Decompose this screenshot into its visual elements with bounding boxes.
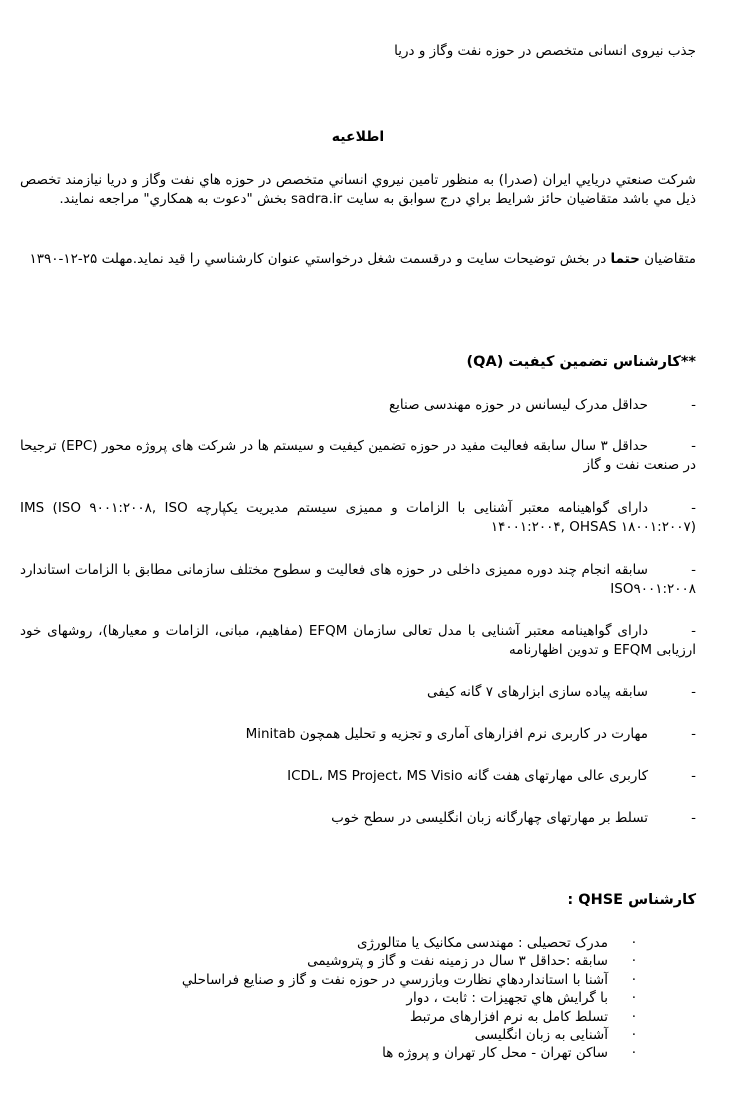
list-item: [76, 1044, 636, 1062]
dash-marker: -: [691, 684, 696, 700]
bullet-marker: ·: [631, 990, 636, 1007]
dash-marker: -: [691, 562, 696, 578]
bullet-marker: ·: [631, 1045, 636, 1062]
qhse-item-text: با گرايش هاي تجهيزات : ثابت ، دوار: [406, 990, 608, 1007]
qa-item-text: دارای گواهینامه معتبر آشنایی با مدل تعالی سازمان EFQM (مفاهیم، مبانی، الزامات و معیارها)، روشهای خود ارزیابی EFQM و تدوین اظهارنامه: [20, 623, 696, 658]
qhse-heading: کارشناس QHSE :: [567, 892, 696, 908]
intro-paragraph: شرکت صنعتي دريايي ايران (صدرا) به منظور تامين نيروي انساني متخصص در حوزه هاي نفت وگاز و دريا نيازمند تخصص ذيل مي باشد متقاضيان حائز شرايط براي درج سوابق به سايت sadra.ir بخش "دعوت به همکاري" مراجعه نمايند.: [20, 172, 696, 207]
qa-item-text: دارای گواهینامه معتبر آشنایی با الزامات و ممیزی سیستم مدیریت یکپارچه IMS (ISO ۹۰۰۱:۲۰۰۸, ISO ۱۴۰۰۱:۲۰۰۴, OHSAS ۱۸۰۰۱:۲۰۰۷): [20, 500, 696, 535]
qa-heading: **کارشناس تضمین کیفیت (QA): [466, 354, 696, 370]
list-item: [76, 971, 636, 989]
dash-marker: -: [691, 726, 696, 742]
list-item: [76, 952, 636, 970]
bullet-marker: ·: [631, 1027, 636, 1044]
list-item: [76, 989, 636, 1007]
qhse-item-text: ساکن تهران - محل کار تهران و پروژه ها: [382, 1045, 608, 1062]
dash-marker: -: [691, 810, 696, 826]
bullet-marker: ·: [631, 971, 636, 988]
qhse-item-text: تسلط کامل به نرم افزارهای مرتبط: [409, 1008, 608, 1025]
bullet-marker: ·: [631, 935, 636, 951]
qa-item: [20, 725, 696, 744]
dash-marker: -: [691, 500, 696, 516]
qa-item: [20, 622, 696, 660]
qa-item-text: حداقل ۳ سال سابقه فعالیت مفید در حوزه تضمین کیفیت و سیستم ها در شرکت های پروژه محور (EPC) ترجیحا در صنعت نفت و گاز: [20, 438, 696, 473]
qhse-list: [76, 934, 636, 1063]
qa-item: [20, 809, 696, 828]
qa-item-text: کاربری عالی مهارتهای هفت گانه ICDL، MS Project، MS Visio: [287, 768, 648, 784]
bullet-marker: ·: [631, 1008, 636, 1025]
applicants-prefix: متقاضيان: [639, 251, 696, 267]
list-item: [76, 1008, 636, 1026]
qa-item: [20, 561, 696, 599]
bullet-marker: ·: [631, 953, 636, 970]
qhse-item-text: سابقه :حداقل ۳ سال در زمينه نفت و گاز و پتروشيمی: [307, 953, 608, 970]
list-item: [76, 934, 636, 952]
qa-item-text: مهارت در کاربری نرم افزارهای آماری و تجزیه و تحلیل همچون Minitab: [245, 726, 648, 742]
qhse-item-text: مدرک تحصيلی : مهندسی مکانيک يا متالورژی: [356, 935, 608, 951]
qa-item: [20, 767, 696, 786]
qa-item: [20, 437, 696, 475]
qa-item-text: تسلط بر مهارتهای چهارگانه زبان انگلیسی در سطح خوب: [331, 810, 648, 826]
qhse-item-text: آشنايی به زبان انگليسی: [474, 1027, 608, 1044]
dash-marker: -: [691, 397, 696, 413]
qhse-item-text: آشنا با استانداردهاي نظارت وبازرسي در حوزه نفت و گاز و صنايع فراساحلي: [181, 971, 608, 988]
qa-item: [20, 396, 696, 415]
qa-item-text: سابقه انجام چند دوره ممیزی داخلی در حوزه های فعالیت و سطوح مختلف سازمانی مطابق با الزامات استاندارد ISO۹۰۰۱:۲۰۰۸: [20, 562, 696, 597]
dash-marker: -: [691, 623, 697, 639]
top-line: جذب نیروی انسانی متخصص در حوزه نفت وگاز و دریا: [394, 43, 696, 59]
qa-item: [20, 683, 696, 702]
list-item: [76, 1026, 636, 1044]
applicants-paragraph: [20, 250, 696, 269]
notice-title: اطلاعیه: [331, 129, 385, 145]
qa-item-text: حداقل مدرک لیسانس در حوزه مهندسی صنایع: [388, 397, 648, 413]
dash-marker: -: [691, 768, 696, 784]
qa-item: [20, 499, 696, 537]
applicants-rest: در بخش توضیحات سایت و درقسمت شغل درخواستي عنوان کارشناسي را قيد نمايد.مهلت ۲۵-۱۲-۱۳۹۰: [29, 251, 611, 267]
applicants-bold-word: حتما: [610, 251, 640, 267]
dash-marker: -: [691, 438, 697, 454]
qa-item-text: سابقه پیاده سازی ابزارهای ۷ گانه کیفی: [427, 684, 648, 700]
